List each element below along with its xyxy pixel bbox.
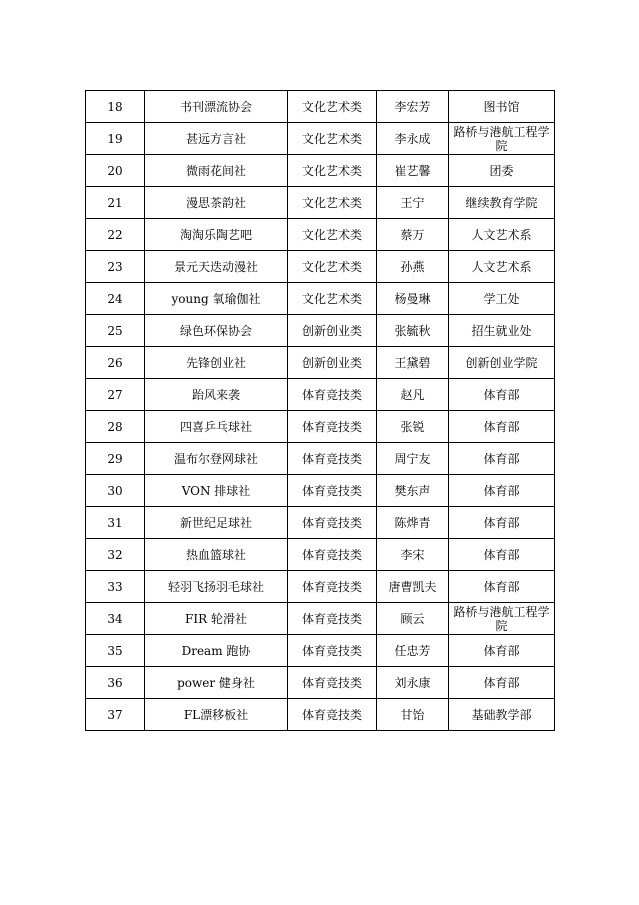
table-row xyxy=(86,123,555,155)
table-row xyxy=(86,475,555,507)
cell-person: 樊东声 xyxy=(377,475,449,507)
cell-person: 王宁 xyxy=(377,187,449,219)
table-row xyxy=(86,539,555,571)
cell-person: 张毓秋 xyxy=(377,315,449,347)
cell-number: 21 xyxy=(86,187,145,219)
cell-club-name: 热血篮球社 xyxy=(145,539,288,571)
cell-club-name: 轻羽飞扬羽毛球社 xyxy=(145,571,288,603)
cell-unit: 体育部 xyxy=(449,507,555,539)
cell-category: 文化艺术类 xyxy=(288,283,377,315)
cell-person: 李宏芳 xyxy=(377,91,449,123)
cell-category: 文化艺术类 xyxy=(288,219,377,251)
cell-unit: 体育部 xyxy=(449,443,555,475)
cell-club-name: 跆风来袭 xyxy=(145,379,288,411)
cell-unit: 人文艺术系 xyxy=(449,251,555,283)
cell-category: 体育竞技类 xyxy=(288,571,377,603)
cell-category: 文化艺术类 xyxy=(288,187,377,219)
cell-person: 李宋 xyxy=(377,539,449,571)
table-row xyxy=(86,315,555,347)
cell-number: 31 xyxy=(86,507,145,539)
cell-person: 崔艺馨 xyxy=(377,155,449,187)
cell-category: 文化艺术类 xyxy=(288,123,377,155)
cell-person: 顾云 xyxy=(377,603,449,635)
cell-person: 张锐 xyxy=(377,411,449,443)
cell-unit: 创新创业学院 xyxy=(449,347,555,379)
cell-number: 33 xyxy=(86,571,145,603)
table-row xyxy=(86,699,555,731)
cell-category: 体育竞技类 xyxy=(288,411,377,443)
table-row xyxy=(86,379,555,411)
cell-person: 李永成 xyxy=(377,123,449,155)
cell-unit: 继续教育学院 xyxy=(449,187,555,219)
cell-unit: 学工处 xyxy=(449,283,555,315)
cell-number: 18 xyxy=(86,91,145,123)
cell-number: 32 xyxy=(86,539,145,571)
cell-number: 23 xyxy=(86,251,145,283)
cell-person: 赵凡 xyxy=(377,379,449,411)
cell-unit: 体育部 xyxy=(449,411,555,443)
table-row xyxy=(86,507,555,539)
cell-unit: 体育部 xyxy=(449,379,555,411)
cell-club-name: 四喜乒乓球社 xyxy=(145,411,288,443)
cell-unit: 基础教学部 xyxy=(449,699,555,731)
cell-person: 杨曼琳 xyxy=(377,283,449,315)
cell-unit: 体育部 xyxy=(449,539,555,571)
cell-category: 体育竞技类 xyxy=(288,667,377,699)
cell-person: 周宁友 xyxy=(377,443,449,475)
cell-number: 34 xyxy=(86,603,145,635)
table-row xyxy=(86,603,555,635)
cell-number: 20 xyxy=(86,155,145,187)
cell-number: 37 xyxy=(86,699,145,731)
cell-unit: 招生就业处 xyxy=(449,315,555,347)
table-row xyxy=(86,411,555,443)
cell-person: 蔡万 xyxy=(377,219,449,251)
cell-club-name: FL漂移板社 xyxy=(145,699,288,731)
cell-unit: 体育部 xyxy=(449,667,555,699)
cell-club-name: 书刊漂流协会 xyxy=(145,91,288,123)
cell-category: 创新创业类 xyxy=(288,315,377,347)
cell-club-name: young 氧瑜伽社 xyxy=(145,283,288,315)
cell-person: 刘永康 xyxy=(377,667,449,699)
cell-number: 36 xyxy=(86,667,145,699)
table-row xyxy=(86,91,555,123)
cell-club-name: power 健身社 xyxy=(145,667,288,699)
cell-number: 25 xyxy=(86,315,145,347)
club-table xyxy=(85,90,555,731)
cell-club-name: 绿色环保协会 xyxy=(145,315,288,347)
cell-number: 24 xyxy=(86,283,145,315)
cell-category: 体育竞技类 xyxy=(288,699,377,731)
cell-unit: 团委 xyxy=(449,155,555,187)
cell-number: 35 xyxy=(86,635,145,667)
cell-club-name: 先锋创业社 xyxy=(145,347,288,379)
cell-unit: 图书馆 xyxy=(449,91,555,123)
table-row xyxy=(86,251,555,283)
table-row xyxy=(86,667,555,699)
cell-category: 文化艺术类 xyxy=(288,91,377,123)
table-row xyxy=(86,443,555,475)
cell-category: 体育竞技类 xyxy=(288,475,377,507)
cell-category: 文化艺术类 xyxy=(288,251,377,283)
cell-unit: 体育部 xyxy=(449,475,555,507)
cell-category: 体育竞技类 xyxy=(288,443,377,475)
cell-number: 28 xyxy=(86,411,145,443)
cell-number: 19 xyxy=(86,123,145,155)
cell-club-name: VON 排球社 xyxy=(145,475,288,507)
table-row xyxy=(86,219,555,251)
cell-category: 体育竞技类 xyxy=(288,507,377,539)
cell-number: 30 xyxy=(86,475,145,507)
cell-person: 任忠芳 xyxy=(377,635,449,667)
cell-club-name: 景元天迭动漫社 xyxy=(145,251,288,283)
cell-number: 22 xyxy=(86,219,145,251)
cell-club-name: 漫思茶韵社 xyxy=(145,187,288,219)
cell-unit: 体育部 xyxy=(449,635,555,667)
club-table-body xyxy=(86,91,555,731)
cell-number: 29 xyxy=(86,443,145,475)
cell-person: 孙燕 xyxy=(377,251,449,283)
cell-club-name: FIR 轮滑社 xyxy=(145,603,288,635)
cell-club-name: 甚远方言社 xyxy=(145,123,288,155)
table-row xyxy=(86,283,555,315)
cell-unit: 路桥与港航工程学院 xyxy=(449,603,555,635)
table-row xyxy=(86,347,555,379)
table-row xyxy=(86,187,555,219)
cell-person: 王黛碧 xyxy=(377,347,449,379)
table-row xyxy=(86,635,555,667)
cell-unit: 体育部 xyxy=(449,571,555,603)
cell-unit: 人文艺术系 xyxy=(449,219,555,251)
cell-person: 甘饴 xyxy=(377,699,449,731)
cell-category: 体育竞技类 xyxy=(288,539,377,571)
cell-category: 文化艺术类 xyxy=(288,155,377,187)
cell-club-name: Dream 跑协 xyxy=(145,635,288,667)
cell-category: 体育竞技类 xyxy=(288,379,377,411)
cell-club-name: 淘淘乐陶艺吧 xyxy=(145,219,288,251)
cell-club-name: 微雨花间社 xyxy=(145,155,288,187)
cell-category: 体育竞技类 xyxy=(288,603,377,635)
cell-person: 陈烨青 xyxy=(377,507,449,539)
cell-number: 27 xyxy=(86,379,145,411)
cell-unit: 路桥与港航工程学院 xyxy=(449,123,555,155)
cell-club-name: 温布尔登网球社 xyxy=(145,443,288,475)
cell-club-name: 新世纪足球社 xyxy=(145,507,288,539)
cell-person: 唐曹凯夫 xyxy=(377,571,449,603)
table-row xyxy=(86,571,555,603)
cell-category: 体育竞技类 xyxy=(288,635,377,667)
cell-category: 创新创业类 xyxy=(288,347,377,379)
table-row xyxy=(86,155,555,187)
cell-number: 26 xyxy=(86,347,145,379)
